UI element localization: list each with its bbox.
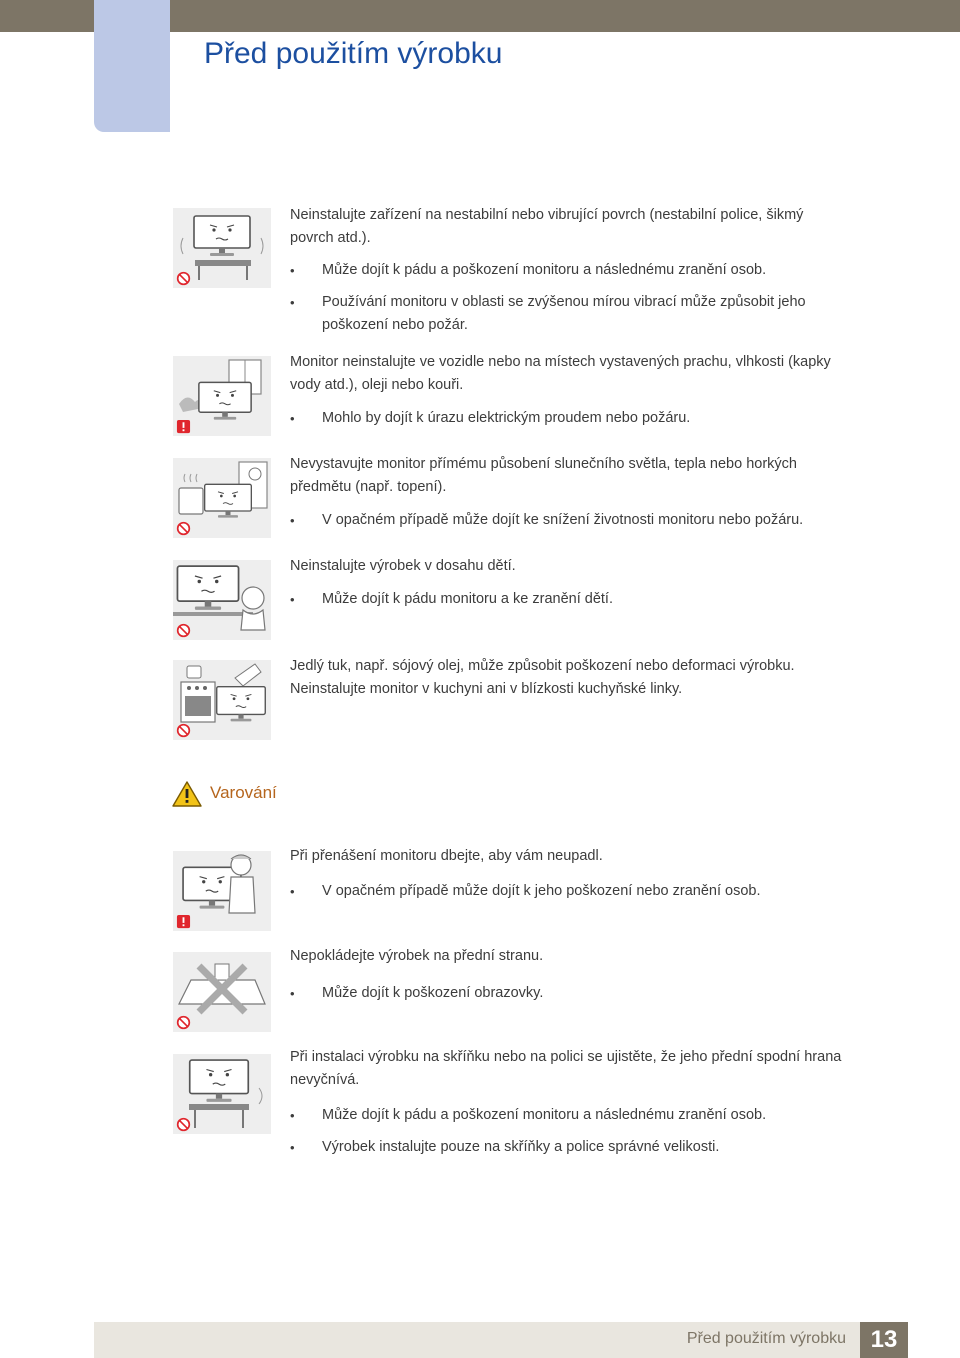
instruction-text: Neinstalujte zařízení na nestabilní nebo vibrující povrch (nestabilní police, šikmý povrch atd.). — [290, 207, 804, 246]
prohibition-icon — [178, 273, 190, 285]
instruction-text: Neinstalujte výrobek v dosahu dětí. — [290, 558, 516, 574]
instruction-text-block — [290, 1046, 850, 1159]
footer-section-label: Před použitím výrobku — [686, 1330, 846, 1347]
bullet-item: • Může dojít k pádu a poškození monitoru a následnému zranění osob. — [290, 259, 850, 282]
bullet-list — [290, 509, 850, 532]
warning-label: Varování — [210, 783, 277, 802]
chapter-tab — [94, 0, 170, 132]
bullet-item: • V opačném případě může dojít ke snížení životnosti monitoru nebo požáru. — [290, 509, 850, 532]
bullet-item: • V opačném případě může dojít k jeho poškození nebo zranění osob. — [290, 880, 850, 903]
instruction-text-block — [290, 655, 850, 701]
warning-triangle-icon — [172, 781, 202, 807]
instruction-text-block — [290, 204, 850, 337]
instruction-text-block — [290, 945, 850, 1005]
warning-heading — [172, 779, 372, 809]
bullet-item: • Může dojít k pádu a poškození monitoru a následnému zranění osob. — [290, 1104, 850, 1127]
illustration-face-down — [173, 952, 271, 1032]
prohibition-icon — [178, 1119, 190, 1131]
bullet-list — [290, 880, 850, 903]
illustration-unstable-surface — [173, 208, 271, 288]
instruction-text: Při přenášení monitoru dbejte, aby vám neupadl. — [290, 848, 603, 864]
illustration-shelf-edge — [173, 1054, 271, 1134]
prohibition-icon — [178, 725, 190, 737]
bullet-item: • Mohlo by dojít k úrazu elektrickým proudem nebo požáru. — [290, 407, 850, 430]
instruction-text: Monitor neinstalujte ve vozidle nebo na místech vystavených prachu, vlhkosti (kapky vody atd.), oleji nebo kouři. — [290, 354, 831, 393]
bullet-item: • Může dojít k poškození obrazovky. — [290, 982, 850, 1005]
illustration-child — [173, 560, 271, 640]
instruction-text: Jedlý tuk, např. sójový olej, může způsobit poškození nebo deformaci výrobku. Neinstalujte monitor v kuchyni ani v blízkosti kuchyňské linky. — [290, 658, 795, 697]
instruction-text: Nepokládejte výrobek na přední stranu. — [290, 948, 544, 964]
bullet-list — [290, 982, 850, 1005]
instruction-text: Nevystavujte monitor přímému působení slunečního světla, tepla nebo horkých předmětu (např. topení). — [290, 456, 797, 495]
bullet-item: • Může dojít k pádu monitoru a ke zranění dětí. — [290, 588, 850, 611]
prohibition-icon — [178, 625, 190, 637]
caution-icon — [177, 915, 190, 928]
instruction-text-block — [290, 351, 850, 430]
page-number: 13 — [860, 1322, 908, 1358]
instruction-text: Při instalaci výrobku na skříňku nebo na polici se ujistěte, že jeho přední spodní hrana nevyčnívá. — [290, 1049, 842, 1088]
bullet-list — [290, 588, 850, 611]
illustration-vehicle-dust — [173, 356, 271, 436]
instruction-text-block — [290, 555, 850, 611]
bullet-item: • Výrobek instalujte pouze na skříňky a police správné velikosti. — [290, 1136, 850, 1159]
caution-icon — [177, 420, 190, 433]
page-title: Před použitím výrobku — [204, 37, 503, 70]
prohibition-icon — [178, 523, 190, 535]
prohibition-icon — [178, 1017, 190, 1029]
bullet-item: • Používání monitoru v oblasti se zvýšenou mírou vibrací může způsobit jeho poškození nebo požár. — [290, 291, 850, 337]
bullet-list — [290, 407, 850, 430]
instruction-text-block — [290, 453, 850, 532]
bullet-list — [290, 259, 850, 337]
footer-bar — [94, 1322, 908, 1358]
illustration-sunlight-heater — [173, 458, 271, 538]
instruction-text-block — [290, 845, 850, 903]
illustration-kitchen — [173, 660, 271, 740]
bullet-list — [290, 1104, 850, 1159]
illustration-carrying-monitor — [173, 851, 271, 931]
